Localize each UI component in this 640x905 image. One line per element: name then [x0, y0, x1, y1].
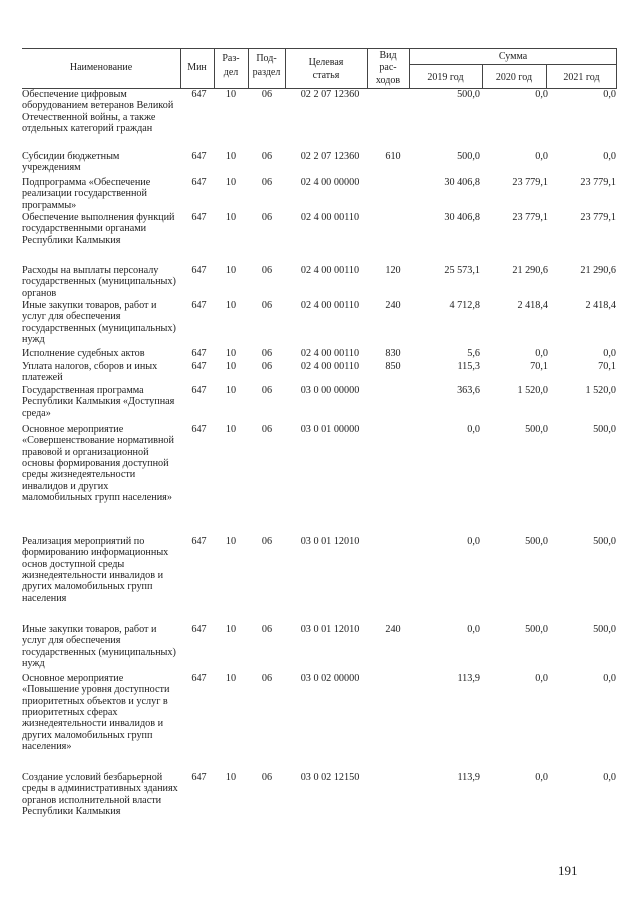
row-name: Основное мероприятие «Повышение уровня доступности приоритетных объектов и услуг в приоритетных сферах жизнедеятельности инвалидов и других маломобильных групп населения» [22, 673, 170, 753]
row-min: 647 [191, 151, 207, 162]
header-vid-line1: Вид [379, 50, 397, 61]
row-min: 647 [191, 89, 207, 100]
header-col-divider [285, 48, 286, 89]
header-celevaya-line1: Целевая [308, 57, 344, 68]
row-razdel: 10 [225, 361, 237, 372]
row-vid: 610 [385, 151, 401, 162]
row-sum-2021: 500,0 [593, 536, 616, 547]
row-sum-2021: 0,0 [603, 89, 616, 100]
row-vid: 240 [385, 624, 401, 635]
row-celevaya: 02 2 07 12360 [300, 151, 360, 162]
row-vid: 850 [385, 361, 401, 372]
row-razdel: 10 [225, 265, 237, 276]
header-podrazdel-line2: раздел [252, 67, 281, 78]
row-sum-2021: 23 779,1 [580, 212, 616, 223]
row-sum-2019: 0,0 [467, 536, 480, 547]
header-summa-rule [409, 64, 617, 65]
row-podrazdel: 06 [261, 89, 273, 100]
row-celevaya: 03 0 02 00000 [300, 673, 360, 684]
row-min: 647 [191, 361, 207, 372]
row-min: 647 [191, 624, 207, 635]
header-name: Наименование [69, 62, 133, 73]
header-top-rule [22, 48, 617, 49]
row-min: 647 [191, 424, 207, 435]
row-sum-2021: 500,0 [593, 424, 616, 435]
row-sum-2020: 500,0 [525, 536, 548, 547]
row-podrazdel: 06 [261, 348, 273, 359]
row-sum-2021: 1 520,0 [585, 385, 616, 396]
row-name: Иные закупки товаров, работ и услуг для обеспечения государственных (муниципальных) нужд [22, 300, 176, 346]
row-name: Субсидии бюджетным учреждениям [22, 151, 120, 174]
row-vid: 120 [385, 265, 401, 276]
header-podrazdel-line1: Под- [256, 53, 277, 64]
row-razdel: 10 [225, 212, 237, 223]
row-name: Подпрограмма «Обеспечение реализации государственной программы» [22, 177, 151, 211]
header-razdel-line2: дел [223, 67, 239, 78]
row-razdel: 10 [225, 151, 237, 162]
row-celevaya: 02 4 00 00110 [300, 348, 360, 359]
row-sum-2019: 500,0 [457, 151, 480, 162]
row-min: 647 [191, 300, 207, 311]
row-podrazdel: 06 [261, 624, 273, 635]
row-podrazdel: 06 [261, 177, 273, 188]
row-razdel: 10 [225, 673, 237, 684]
row-sum-2019: 115,3 [457, 361, 480, 372]
row-name: Уплата налогов, сборов и иных платежей [22, 361, 158, 384]
row-sum-2019: 30 406,8 [444, 212, 480, 223]
row-sum-2020: 1 520,0 [517, 385, 548, 396]
row-name: Расходы на выплаты персоналу государственных (муниципальных) органов [22, 265, 176, 299]
row-min: 647 [191, 212, 207, 223]
row-podrazdel: 06 [261, 424, 273, 435]
row-min: 647 [191, 772, 207, 783]
row-name: Обеспечение цифровым оборудованием ветеранов Великой Отечественной войны, а также отдельных категорий граждан [22, 89, 174, 135]
row-vid: 830 [385, 348, 401, 359]
header-min: Мин [187, 62, 207, 73]
row-min: 647 [191, 385, 207, 396]
row-sum-2020: 2 418,4 [517, 300, 548, 311]
row-podrazdel: 06 [261, 151, 273, 162]
row-podrazdel: 06 [261, 673, 273, 684]
row-sum-2019: 30 406,8 [444, 177, 480, 188]
header-summa: Сумма [498, 51, 528, 62]
row-sum-2020: 21 290,6 [512, 265, 548, 276]
page-number: 191 [558, 863, 578, 878]
row-sum-2020: 0,0 [535, 673, 548, 684]
row-sum-2021: 0,0 [603, 673, 616, 684]
row-name: Иные закупки товаров, работ и услуг для обеспечения государственных (муниципальных) нужд [22, 624, 176, 670]
row-sum-2021: 2 418,4 [585, 300, 616, 311]
row-sum-2019: 4 712,8 [449, 300, 480, 311]
row-min: 647 [191, 177, 207, 188]
row-vid: 240 [385, 300, 401, 311]
row-sum-2020: 70,1 [530, 361, 548, 372]
row-sum-2021: 500,0 [593, 624, 616, 635]
header-2019: 2019 год [427, 72, 464, 83]
row-razdel: 10 [225, 624, 237, 635]
row-razdel: 10 [225, 772, 237, 783]
row-sum-2021: 21 290,6 [580, 265, 616, 276]
row-sum-2019: 0,0 [467, 424, 480, 435]
row-name: Обеспечение выполнения функций государственными органами Республики Калмыкия [22, 212, 175, 246]
row-celevaya: 03 0 01 12010 [300, 624, 360, 635]
row-min: 647 [191, 536, 207, 547]
row-sum-2020: 0,0 [535, 348, 548, 359]
header-2020: 2020 год [495, 72, 533, 83]
row-sum-2021: 0,0 [603, 348, 616, 359]
row-sum-2019: 113,9 [457, 673, 480, 684]
row-celevaya: 03 0 01 12010 [300, 536, 360, 547]
row-sum-2020: 23 779,1 [512, 177, 548, 188]
row-sum-2019: 113,9 [457, 772, 480, 783]
row-razdel: 10 [225, 300, 237, 311]
row-razdel: 10 [225, 89, 237, 100]
row-podrazdel: 06 [261, 385, 273, 396]
row-sum-2019: 25 573,1 [444, 265, 480, 276]
table-header [22, 48, 617, 88]
row-sum-2021: 0,0 [603, 151, 616, 162]
row-celevaya: 02 4 00 00110 [300, 361, 360, 372]
row-sum-2021: 70,1 [598, 361, 616, 372]
row-celevaya: 02 4 00 00000 [300, 177, 360, 188]
row-name: Государственная программа Республики Калмыкия «Доступная среда» [22, 385, 175, 419]
row-sum-2021: 23 779,1 [580, 177, 616, 188]
row-celevaya: 03 0 02 12150 [300, 772, 360, 783]
row-celevaya: 02 4 00 00110 [300, 300, 360, 311]
header-razdel-line1: Раз- [222, 53, 240, 64]
row-sum-2020: 0,0 [535, 89, 548, 100]
row-razdel: 10 [225, 348, 237, 359]
row-sum-2021: 0,0 [603, 772, 616, 783]
header-2021: 2021 год [563, 72, 600, 83]
row-celevaya: 02 4 00 00110 [300, 212, 360, 223]
row-sum-2020: 23 779,1 [512, 212, 548, 223]
row-celevaya: 02 2 07 12360 [300, 89, 360, 100]
row-sum-2020: 500,0 [525, 624, 548, 635]
row-min: 647 [191, 348, 207, 359]
header-vid-line2: рас- [379, 62, 397, 73]
header-celevaya-line2: статья [312, 70, 340, 81]
row-sum-2019: 5,6 [467, 348, 480, 359]
row-sum-2020: 500,0 [525, 424, 548, 435]
row-celevaya: 02 4 00 00110 [300, 265, 360, 276]
row-podrazdel: 06 [261, 361, 273, 372]
row-celevaya: 03 0 01 00000 [300, 424, 360, 435]
row-podrazdel: 06 [261, 265, 273, 276]
row-razdel: 10 [225, 385, 237, 396]
row-min: 647 [191, 673, 207, 684]
row-min: 647 [191, 265, 207, 276]
row-sum-2019: 363,6 [457, 385, 480, 396]
row-sum-2019: 500,0 [457, 89, 480, 100]
row-sum-2020: 0,0 [535, 151, 548, 162]
row-razdel: 10 [225, 424, 237, 435]
row-name: Создание условий безбарьерной среды в административных зданиях органов исполнительной власти Республики Калмыкия [22, 772, 178, 818]
row-celevaya: 03 0 00 00000 [300, 385, 360, 396]
row-sum-2020: 0,0 [535, 772, 548, 783]
row-name: Основное мероприятие «Совершенствование нормативной правовой и организационной основы формирования доступной среды жизнедеятельности инвалидов и других маломобильных групп населения» [22, 424, 174, 504]
row-sum-2019: 0,0 [467, 624, 480, 635]
row-razdel: 10 [225, 536, 237, 547]
row-podrazdel: 06 [261, 300, 273, 311]
row-podrazdel: 06 [261, 536, 273, 547]
row-podrazdel: 06 [261, 772, 273, 783]
row-razdel: 10 [225, 177, 237, 188]
row-name: Реализация мероприятий по формированию информационных основ доступной среды жизнедеятельности инвалидов и других маломобильных групп населения [22, 536, 169, 604]
row-podrazdel: 06 [261, 212, 273, 223]
row-name: Исполнение судебных актов [22, 348, 145, 359]
header-vid-line3: ходов [375, 75, 401, 86]
